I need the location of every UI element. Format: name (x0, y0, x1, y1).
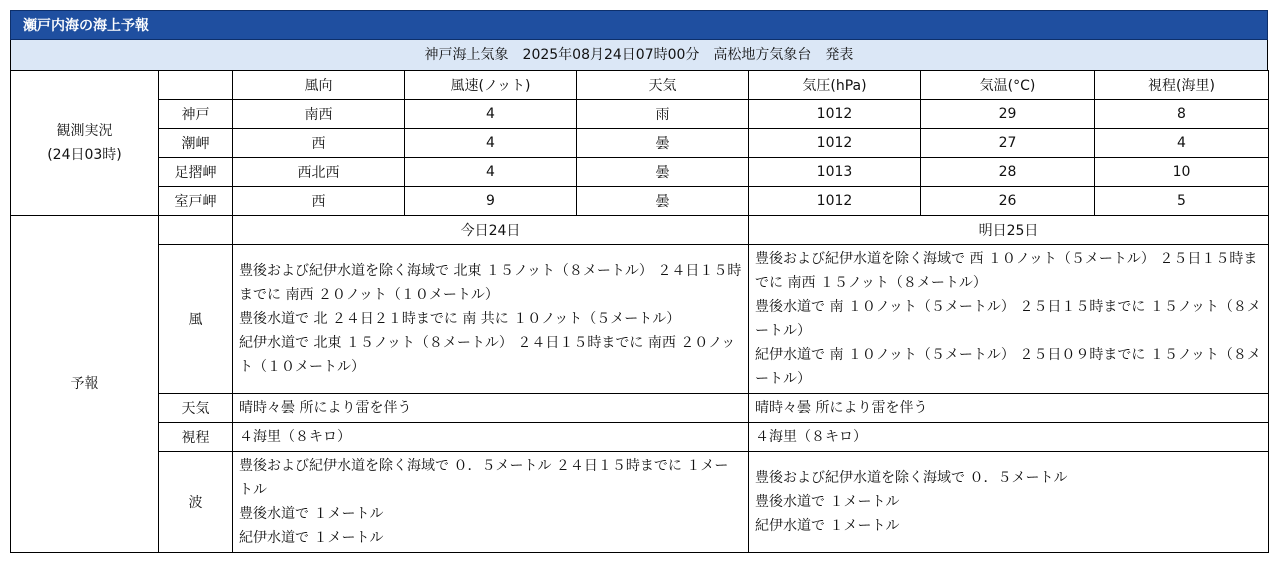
wind-day2-line: 豊後水道で 南 １０ノット（５メートル） ２５日１５時までに １５ノット（８メートル） (755, 299, 1261, 339)
cell-wind-direction: 西 (233, 129, 405, 158)
wave-day2-line: 豊後水道で １メートル (755, 494, 900, 510)
cell-temperature: 26 (921, 187, 1095, 216)
cell-visibility: 10 (1095, 158, 1269, 187)
cell-visibility: 8 (1095, 100, 1269, 129)
panel-title: 瀬戸内海の海上予報 (10, 10, 1268, 40)
table-row (11, 158, 1269, 187)
table-row (11, 129, 1269, 158)
forecast-day2-header: 明日25日 (749, 216, 1269, 245)
visibility-day2: ４海里（８キロ） (749, 423, 1269, 452)
cell-wind-speed: 9 (405, 187, 577, 216)
cell-pressure: 1012 (749, 187, 921, 216)
wind-day1-line: 紀伊水道で 北東 １５ノット（８メートル） ２４日１５時までに 南西 ２０ノット（１０メートル） (239, 335, 736, 375)
forecast-weather-row (11, 394, 1269, 423)
cell-temperature: 29 (921, 100, 1095, 129)
wave-label: 波 (159, 452, 233, 553)
forecast-header-row (11, 216, 1269, 245)
cell-temperature: 27 (921, 129, 1095, 158)
wave-day1-line: 豊後水道で １メートル (239, 506, 384, 522)
cell-wind-direction: 西 (233, 187, 405, 216)
wind-day2-line: 紀伊水道で 南 １０ノット（５メートル） ２５日０９時までに １５ノット（８メートル） (755, 347, 1261, 387)
cell-pressure: 1012 (749, 129, 921, 158)
place-name: 室戸岬 (159, 187, 233, 216)
table-row (11, 100, 1269, 129)
header-wind-speed: 風速(ノット) (405, 71, 577, 100)
wave-day1 (233, 452, 749, 553)
cell-visibility: 4 (1095, 129, 1269, 158)
forecast-day1-header: 今日24日 (233, 216, 749, 245)
cell-wind-direction: 南西 (233, 100, 405, 129)
wave-day1-line: 豊後および紀伊水道を除く海域で ０．５メートル ２４日１５時までに １メートル (239, 458, 729, 498)
visibility-day1: ４海里（８キロ） (233, 423, 749, 452)
wave-day2-line: 豊後および紀伊水道を除く海域で ０．５メートル (755, 470, 1068, 486)
header-temperature: 気温(°C) (921, 71, 1095, 100)
issue-info: 神戸海上気象 2025年08月24日07時00分 高松地方気象台 発表 (10, 40, 1268, 70)
cell-wind-speed: 4 (405, 100, 577, 129)
forecast-wind-row (11, 245, 1269, 394)
wave-day1-line: 紀伊水道で １メートル (239, 530, 384, 546)
weather-label: 天気 (159, 394, 233, 423)
weather-day1: 晴時々曇 所により雷を伴う (233, 394, 749, 423)
wind-label: 風 (159, 245, 233, 394)
wave-day2-line: 紀伊水道で １メートル (755, 518, 900, 534)
weather-day2: 晴時々曇 所により雷を伴う (749, 394, 1269, 423)
observation-section-label (11, 71, 159, 216)
cell-temperature: 28 (921, 158, 1095, 187)
cell-weather: 曇 (577, 187, 749, 216)
forecast-wave-row (11, 452, 1269, 553)
cell-weather: 曇 (577, 158, 749, 187)
wind-day1-line: 豊後および紀伊水道を除く海域で 北東 １５ノット（８メートル） ２４日１５時までに 南西 ２０ノット（１０メートル） (239, 263, 742, 303)
observation-header-row (11, 71, 1269, 100)
cell-wind-direction: 西北西 (233, 158, 405, 187)
visibility-label: 視程 (159, 423, 233, 452)
table-row (11, 187, 1269, 216)
wind-day2 (749, 245, 1269, 394)
header-empty (159, 216, 233, 245)
observation-label: 観測実況 (56, 123, 113, 139)
forecast-visibility-row (11, 423, 1269, 452)
header-empty (159, 71, 233, 100)
cell-wind-speed: 4 (405, 158, 577, 187)
forecast-section-label: 予報 (11, 216, 159, 553)
header-weather: 天気 (577, 71, 749, 100)
cell-pressure: 1012 (749, 100, 921, 129)
cell-visibility: 5 (1095, 187, 1269, 216)
place-name: 足摺岬 (159, 158, 233, 187)
cell-weather: 雨 (577, 100, 749, 129)
wave-day2 (749, 452, 1269, 553)
wind-day2-line: 豊後および紀伊水道を除く海域で 西 １０ノット（５メートル） ２５日１５時までに 南西 １５ノット（８メートル） (755, 251, 1258, 291)
forecast-table (10, 70, 1269, 553)
marine-forecast-panel (10, 10, 1268, 553)
observation-time: (24日03時) (47, 147, 122, 163)
cell-pressure: 1013 (749, 158, 921, 187)
cell-weather: 曇 (577, 129, 749, 158)
wind-day1-line: 豊後水道で 北 ２４日２１時までに 南 共に １０ノット（５メートル） (239, 311, 681, 327)
wind-day1 (233, 245, 749, 394)
header-wind-direction: 風向 (233, 71, 405, 100)
cell-wind-speed: 4 (405, 129, 577, 158)
place-name: 潮岬 (159, 129, 233, 158)
header-pressure: 気圧(hPa) (749, 71, 921, 100)
header-visibility: 視程(海里) (1095, 71, 1269, 100)
place-name: 神戸 (159, 100, 233, 129)
